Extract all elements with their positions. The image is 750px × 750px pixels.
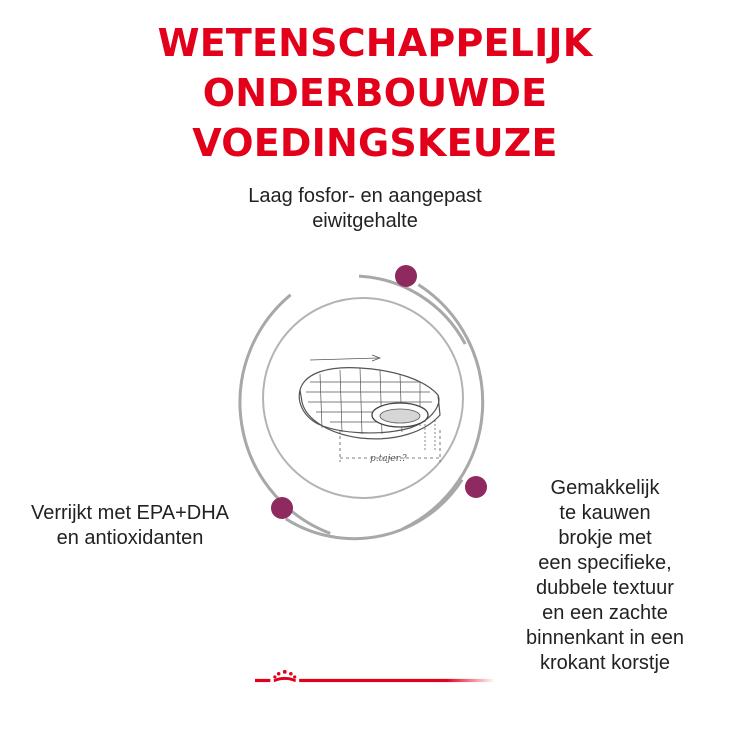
crown-logo-icon <box>273 670 296 682</box>
benefit-line: Verrijkt met EPA+DHA <box>30 502 230 524</box>
brand-line-right <box>299 679 495 682</box>
benefit-line: dubbele textuur <box>536 577 674 599</box>
benefit-dot-right <box>465 476 487 498</box>
brand-line-left <box>255 679 270 682</box>
benefit-line: eiwitgehalte <box>312 210 418 232</box>
benefit-line: en een zachte <box>542 602 668 624</box>
kibble-circle <box>263 298 463 498</box>
benefit-dot-top <box>395 265 417 287</box>
kibble-sketch-label: p.tajer.? <box>370 454 407 464</box>
benefit-phosphorus-protein <box>240 184 490 234</box>
benefit-line: Gemakkelijk <box>550 477 660 499</box>
benefit-line: brokje met <box>558 527 652 549</box>
brand-footer <box>0 668 750 684</box>
benefit-kibble-texture <box>495 476 715 676</box>
page-title-line-2: VOEDINGSKEUZE <box>192 121 558 165</box>
benefit-line: te kauwen <box>559 502 651 524</box>
benefit-line: binnenkant in een <box>526 627 684 649</box>
benefit-line: Laag fosfor- en aangepast <box>248 185 482 207</box>
kibble-sketch-icon <box>299 355 440 462</box>
benefit-dot-left <box>271 497 293 519</box>
benefit-line: een specifieke, <box>538 552 672 574</box>
benefit-line: krokant korstje <box>539 652 671 674</box>
inner-ring-arc-bottom <box>286 480 462 539</box>
benefit-epa-dha <box>10 501 250 551</box>
benefit-line: en antioxidanten <box>56 527 204 549</box>
page-title-line-1: WETENSCHAPPELIJK ONDERBOUWDE <box>157 21 593 115</box>
